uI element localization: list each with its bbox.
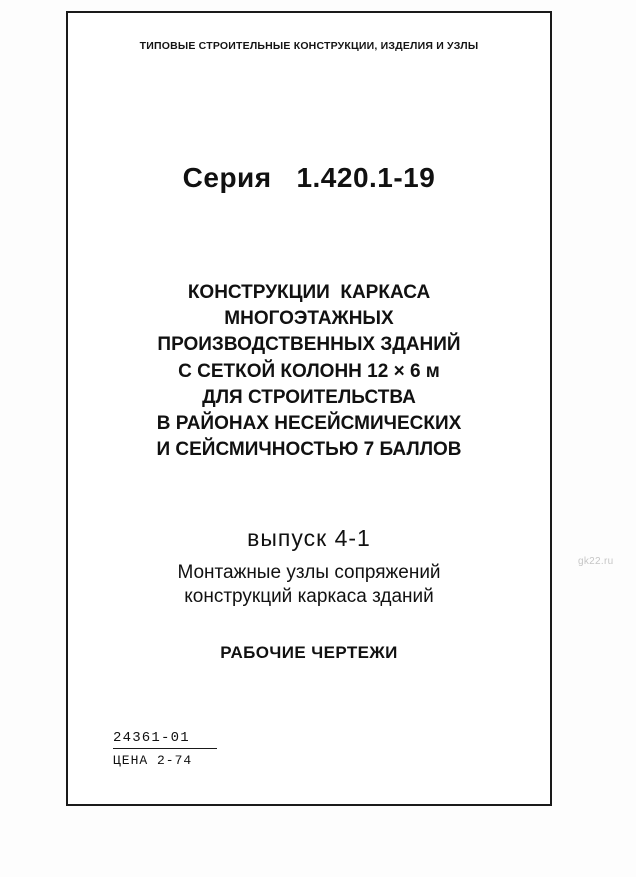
title-line-6: В РАЙОНАХ НЕСЕЙСМИЧЕСКИХ	[156, 413, 462, 435]
watermark-text: gk22.ru	[578, 556, 614, 567]
series-block	[66, 162, 552, 194]
title-line-4: С СЕТКОЙ КОЛОНН 12 × 6 м	[178, 360, 440, 382]
title-line-3: ПРОИЗВОДСТВЕННЫХ ЗДАНИЙ	[157, 334, 461, 356]
issue-description-line-2: конструкций каркаса зданий	[184, 585, 434, 607]
issue-description-line-1: Монтажные узлы сопряжений	[177, 562, 441, 583]
document-title-block	[66, 280, 552, 464]
series-line: Серия 1.420.1-19	[182, 162, 436, 193]
working-drawings-caption: РАБОЧИЕ ЧЕРТЕЖИ	[220, 643, 398, 662]
document-code-block	[113, 730, 217, 768]
title-line-7: И СЕЙСМИЧНОСТЬЮ 7 БАЛЛОВ	[156, 439, 462, 461]
issue-block	[66, 525, 552, 609]
issue-description	[66, 561, 552, 609]
title-line-2: МНОГОЭТАЖНЫХ	[224, 308, 394, 330]
document-price: ЦЕНА 2-74	[113, 753, 193, 768]
issue-number: выпуск 4-1	[247, 525, 371, 551]
document-header-line: ТИПОВЫЕ СТРОИТЕЛЬНЫЕ КОНСТРУКЦИИ, ИЗДЕЛИЯ И УЗЛЫ	[139, 40, 479, 52]
document-code-number: 24361-01	[113, 730, 217, 749]
title-line-5: ДЛЯ СТРОИТЕЛЬСТВА	[202, 386, 416, 408]
title-line-1: КОНСТРУКЦИИ КАРКАСА	[187, 282, 431, 303]
